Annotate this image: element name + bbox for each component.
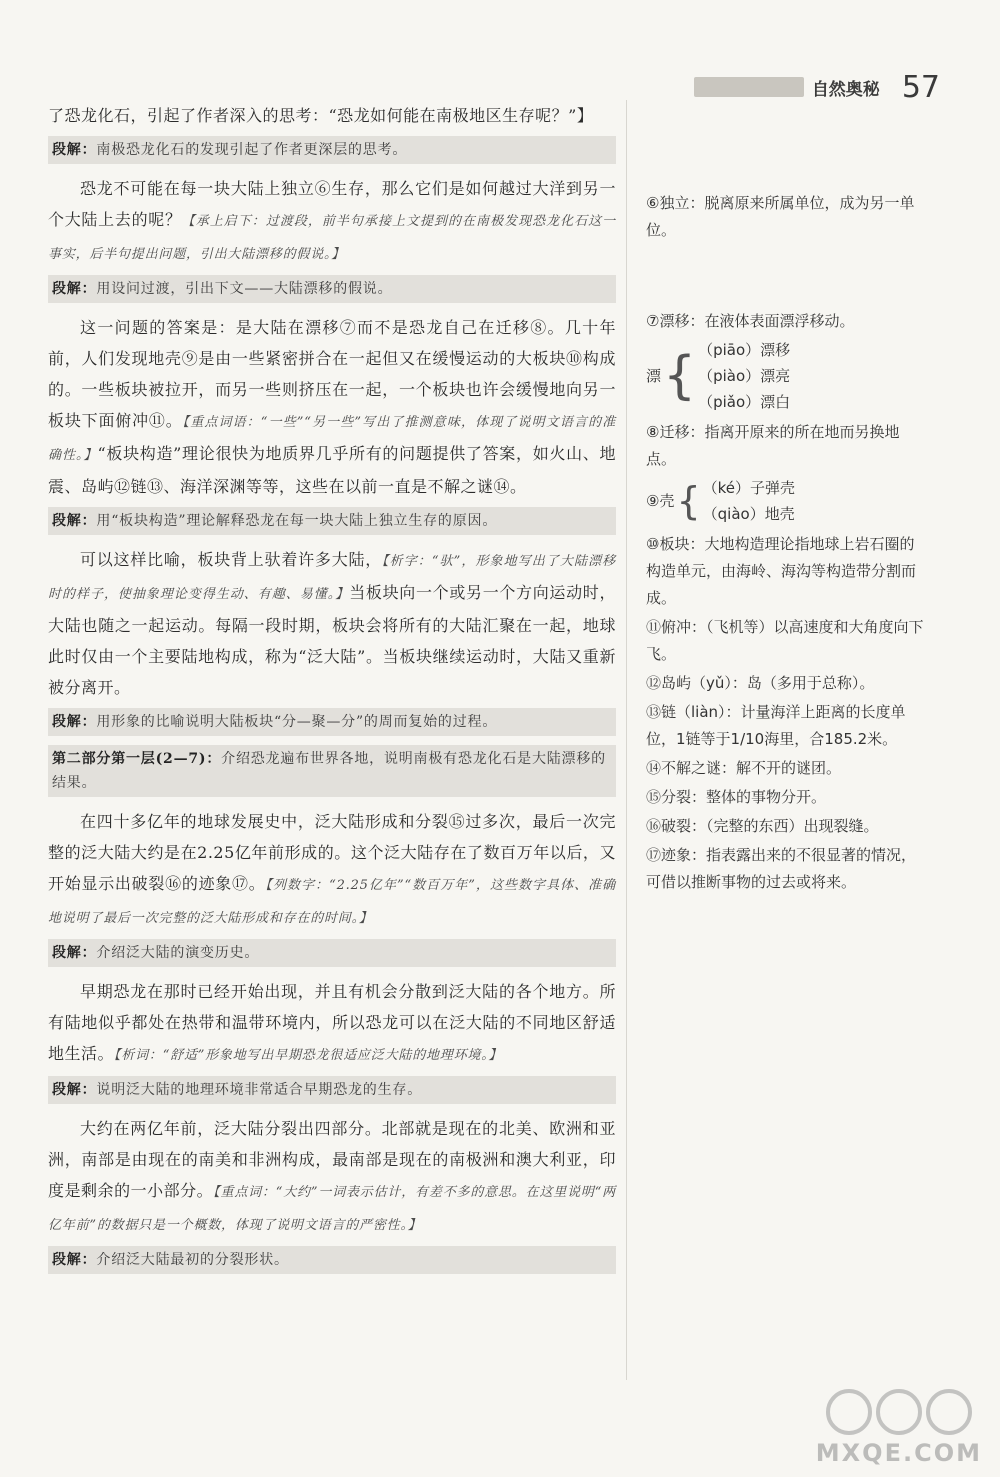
paragraph: 大约在两亿年前，泛大陆分裂出四部分。北部就是现在的北美、欧洲和亚洲，南部是由现在的南美和非洲构成，最南部是现在的南极洲和澳大利亚，印度是剩余的一小部分。【重点词：“大约”一词表示估计，有差不多的意思。在这里说明“两亿年前”的数据只是一个概数，体现了说明文语言的严密性。】 [48,1119,616,1233]
paragraph-summary: 段解：用形象的比喻说明大陆板块“分—聚—分”的周而复始的过程。 [48,708,616,736]
brace-icon: { [676,479,701,523]
paragraph: 早期恐龙在那时已经开始出现，并且有机会分散到泛大陆的各个地方。所有陆地似乎都处在热带和温带环境内，所以恐龙可以在泛大陆的不同地区舒适地生活。【析词：“舒适”形象地写出早期恐龙很适应泛大陆的地理环境。】 [48,982,616,1063]
glossary-entry: ⑦漂移：在液体表面漂浮移动。 [646,312,855,330]
watermark-text: MXQE.COM [815,1439,982,1467]
glossary-entry: ⑥独立：脱离原来所属单位，成为另一单位。 [646,194,915,239]
paragraph-summary: 段解：南极恐龙化石的发现引起了作者更深层的思考。 [48,136,616,164]
paragraph: 这一问题的答案是：是大陆在漂移⑦而不是恐龙自己在迁移⑧。几十年前，人们发现地壳⑨是由一些紧密拼合在一起但又在缓慢运动的大板块⑩构成的。一些板块被拉开，而另一些则挤压在一起，一个板块也许会缓慢地向另一板块下面俯冲⑪。【重点词语：“一些”“另一些”写出了推测意味，体现了说明文语言的准确性。】“板块构造”理论很快为地质界几乎所有的问题提供了答案，如火山、地震、岛屿⑫链⑬、海洋深渊等等，这些在以前一直是不解之谜⑭。 [48,318,616,496]
glossary-entry: ⑭不解之谜：解不开的谜团。 [646,759,842,777]
pronunciation-head: 漂 [646,367,662,385]
glossary-entry: ⑪俯冲：（飞机等）以高速度和大角度向下飞。 [646,618,924,663]
main-text-column [48,100,616,1283]
annotation-note: 【析字：“驮”，形象地写出了大陆漂移时的样子，使抽象理论变得生动、有趣、易懂。】 [48,554,616,602]
pronunciation-option: （piào）漂亮 [698,367,791,385]
page-number: 57 [901,69,940,105]
watermark-circle-icon [876,1389,922,1435]
brace-icon: { [663,346,697,406]
pronunciation-group [646,337,926,415]
glossary-column [646,190,926,898]
paragraph-summary: 段解：说明泛大陆的地理环境非常适合早期恐龙的生存。 [48,1076,616,1104]
annotation-note: 【列数字：“2.25亿年”“数百万年”，这些数字具体、准确地说明了最后一次完整的泛大陆形成和存在的时间。】 [48,878,616,926]
paragraph: 可以这样比喻，板块背上驮着许多大陆，【析字：“驮”，形象地写出了大陆漂移时的样子，使抽象理论变得生动、有趣、易懂。】当板块向一个或另一个方向运动时，大陆也随之一起运动。每隔一段时期，板块会将所有的大陆汇聚在一起，地球此时仅由一个主要陆地构成，称为“泛大陆”。当板块继续运动时，大陆又重新被分离开。 [48,550,616,697]
paragraph: 恐龙不可能在每一块大陆上独立⑥生存，那么它们是如何越过大洋到另一个大陆上去的呢？【承上启下：过渡段，前半句承接上文提到的在南极发现恐龙化石这一事实，后半句提出问题，引出大陆漂移的假说。】 [48,179,616,262]
paragraph: 了恐龙化石，引起了作者深入的思考：“恐龙如何能在南极地区生存呢？”】 [48,106,594,125]
annotation-note: 【重点词：“大约”一词表示估计，有差不多的意思。在这里说明“两亿年前”的数据只是一个概数，体现了说明文语言的严密性。】 [48,1185,616,1233]
glossary-entry: ⑩板块：大地构造理论指地球上岩石圈的构造单元，由海岭、海沟等构造带分割而成。 [646,535,917,607]
watermark-logo [796,1379,986,1469]
glossary-entry: ⑫岛屿（yǔ）：岛（多用于总称）。 [646,674,875,692]
watermark-circle-icon [826,1389,872,1435]
annotation-note: 【重点词语：“一些”“另一些”写出了推测意味，体现了说明文语言的准确性。】 [48,415,616,463]
glossary-entry: ⑧迁移：指离开原来的所在地而另换地点。 [646,423,900,468]
glossary-entry: ⑮分裂：整体的事物分开。 [646,788,827,806]
glossary-entry: ⑰迹象：指表露出来的不很显著的情况，可借以推断事物的过去或将来。 [646,846,917,891]
glossary-entry: ⑯破裂：（完整的东西）出现裂缝。 [646,817,879,835]
pronunciation-head: ⑨壳 [646,492,675,510]
pronunciation-option: （qiào）地壳 [702,505,795,523]
paragraph-summary: 段解：介绍泛大陆的演变历史。 [48,939,616,967]
pronunciation-option: （ké）子弹壳 [702,479,796,497]
glossary-entry: ⑬链（liàn）：计量海洋上距离的长度单位，1链等于1/10海里，合185.2米。 [646,703,906,748]
column-divider [626,100,627,1380]
paragraph-summary: 段解：用“板块构造”理论解释恐龙在每一块大陆上独立生存的原因。 [48,507,616,535]
paragraph: 在四十多亿年的地球发展史中，泛大陆形成和分裂⑮过多次，最后一次完整的泛大陆大约是在2.25亿年前形成的。这个泛大陆存在了数百万年以后，又开始显示出破裂⑯的迹象⑰。【列数字：“2.25亿年”“数百万年”，这些数字具体、准确地说明了最后一次完整的泛大陆形成和存在的时间。】 [48,812,616,926]
page-header [694,62,940,112]
pronunciation-option: （piǎo）漂白 [698,393,791,411]
header-decoration-bar [694,77,804,97]
annotation-note: 【承上启下：过渡段，前半句承接上文提到的在南极发现恐龙化石这一事实，后半句提出问题，引出大陆漂移的假说。】 [48,214,616,262]
paragraph-summary: 段解：介绍泛大陆最初的分裂形状。 [48,1246,616,1274]
watermark-circle-icon [926,1389,972,1435]
annotation-note: 【析词：“舒适”形象地写出早期恐龙很适应泛大陆的地理环境。】 [114,1048,503,1063]
section-summary: 第二部分第一层(2—7)：介绍恐龙遍布世界各地，说明南极有恐龙化石是大陆漂移的结果。 [48,745,616,797]
pronunciation-group [646,475,926,527]
section-title: 自然奥秘 [811,79,880,100]
paragraph-summary: 段解：用设问过渡，引出下文——大陆漂移的假说。 [48,275,616,303]
pronunciation-option: （piāo）漂移 [698,341,791,359]
